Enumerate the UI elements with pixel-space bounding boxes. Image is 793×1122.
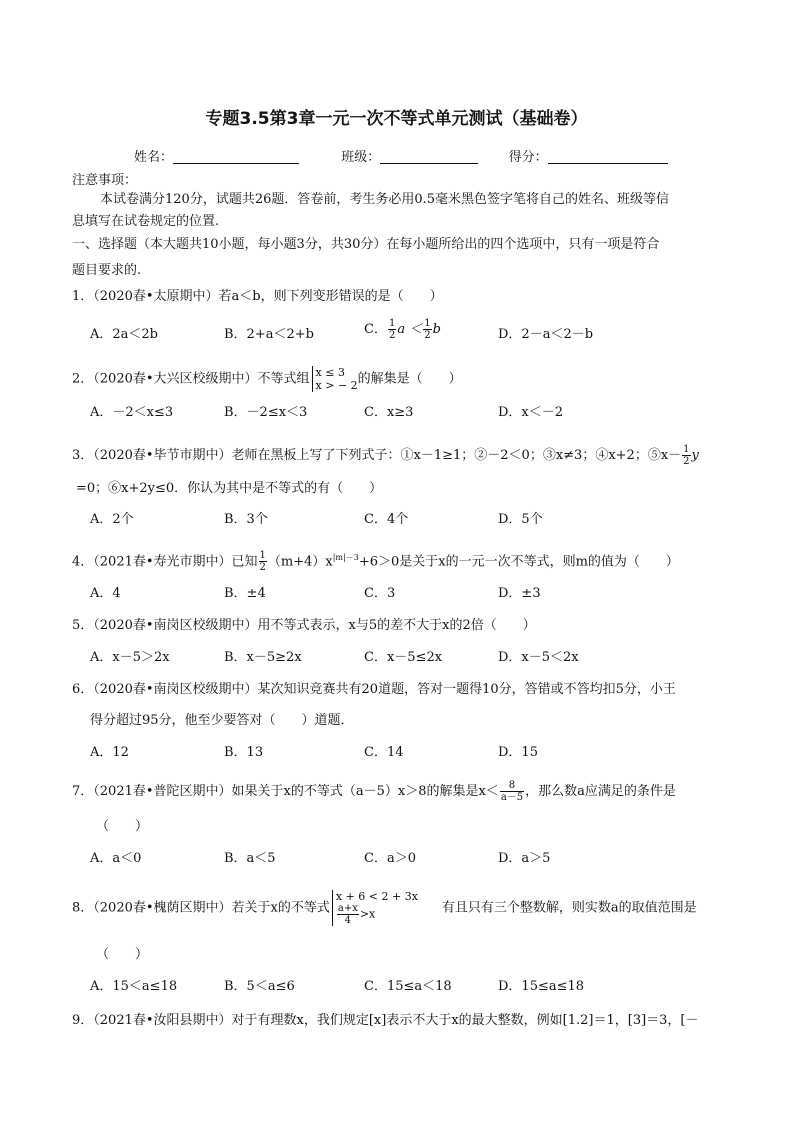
fraction-half-q3: $\frac{1}{2}$ [683, 444, 690, 467]
q6-option-b: B．13 [224, 745, 264, 760]
q1-option-c: C． $\frac{1}{2}$ a ＜ $\frac{1}{2}$ b [364, 318, 441, 341]
question-5-stem: 5．（2020春•南岗区校级期中）用不等式表示，x与5的差不大于x的2倍（ ） [72, 618, 536, 633]
q6-option-d: D．15 [498, 745, 538, 760]
question-7-stem-2: （ ） [96, 819, 149, 834]
q6-option-c: C．14 [364, 745, 404, 760]
section-heading-1: 一、选择题（本大题共10小题，每小题3分，共30分）在每小题所给出的四个选项中，只有一项是符合 [72, 237, 660, 252]
question-6-stem: 6．（2020春•南岗区校级期中）某次知识竞赛共有20道题，答对一题得10分，答错或不答均扣5分，小王 [72, 682, 676, 697]
q8-option-b: B．5＜a≤6 [224, 979, 295, 994]
section-heading-2: 题目要求的. [72, 263, 142, 278]
q1-option-c-label: C． [364, 322, 387, 337]
q3-option-c: C．4个 [364, 512, 409, 527]
q2-option-d: D．x＜－2 [498, 405, 564, 420]
fraction-half-q4: $\frac{1}{2}$ [259, 550, 266, 574]
q5-option-c: C．x－5≤2x [364, 650, 443, 665]
question-3-stem-2: =0；⑥x+2y≤0．你认为其中是不等式的有（ ） [76, 481, 383, 496]
question-4-stem: 4．（2021春•寿光市期中）已知 $\frac{1}{2}$ $(m+4)x^{|m|-3}+6>0$是关于x的一元一次不等式，则m的值为（ ） [72, 550, 679, 574]
q4-option-a: A．4 [90, 586, 121, 601]
fraction-half: $\frac{1}{2}$ [388, 318, 396, 341]
name-label: 姓名： [134, 150, 174, 165]
question-7-stem: 7．（2021春•普陀区期中）如果关于x的不等式（a－5）x＞8的解集是x＜ $\frac{8}{a-5}$ ，那么数a应满足的条件是 [72, 780, 676, 803]
inequality-system-q8: x + 6 < 2 + 3x $\frac{a+x}{4}$ >x [332, 890, 418, 926]
inequality-system: x ≤ 3 x > − 2 [312, 366, 358, 392]
q1-option-a: A．2a＜2b [90, 327, 159, 342]
question-1-stem: 1．（2020春•太原期中）若a＜b，则下列变形错误的是（ ） [72, 289, 443, 304]
q7-option-d: D．a＞5 [498, 851, 551, 866]
score-field[interactable] [548, 149, 668, 164]
fraction-8-over-a-5: $\frac{8}{a-5}$ [500, 780, 524, 803]
student-info-row [134, 146, 668, 165]
question-6-stem-2: 得分超过95分，他至少要答对（ ）道题． [90, 713, 354, 728]
q4-option-c: C．3 [364, 586, 396, 601]
q2-option-c: C．x≥3 [364, 405, 414, 420]
q1-option-d: D．2－a＜2－b [498, 327, 594, 342]
fraction-half-2: $\frac{1}{2}$ [424, 318, 431, 341]
notice-line-2: 息填写在试卷规定的位置. [72, 214, 220, 229]
notice-line-1: 本试卷满分120分，试题共26题．答卷前，考生务必用0.5毫米黑色签字笔将自己的姓名、班级等信 [100, 192, 670, 207]
q5-option-d: D．x－5＜2x [498, 650, 579, 665]
question-8-stem: 8．（2020春•槐荫区期中）若关于x的不等式 x + 6 < 2 + 3x $\frac{a+x}{4}$ >x 有且只有三个整数解，则实数a的取值范围是 [72, 890, 697, 926]
class-field[interactable] [380, 149, 478, 164]
q3-option-a: A．2个 [90, 512, 134, 527]
q8-option-d: D．15≤a≤18 [498, 979, 585, 994]
q6-option-a: A．12 [90, 745, 129, 760]
q4-option-d: D．±3 [498, 586, 541, 601]
question-9-stem: 9．（2021春•汝阳县期中）对于有理数x，我们规定[x]表示不大于x的最大整数，例如[1.2]＝1，[3]＝3，[－ [72, 1013, 699, 1028]
q2-option-b: B．－2≤x＜3 [224, 405, 308, 420]
question-8-stem-2: （ ） [96, 947, 149, 962]
q5-option-a: A．x－5＞2x [90, 650, 170, 665]
score-label: 得分： [508, 150, 548, 165]
q7-option-a: A．a＜0 [90, 851, 142, 866]
notice-heading: 注意事项： [72, 173, 138, 188]
q3-option-b: B．3个 [224, 512, 268, 527]
question-2-stem: 2．（2020春•大兴区校级期中）不等式组 x ≤ 3 x > − 2 的解集是（ ） [72, 366, 462, 392]
q7-option-b: B．a＜5 [224, 851, 276, 866]
q7-option-c: C．a＞0 [364, 851, 416, 866]
q2-option-a: A．－2＜x≤3 [90, 405, 174, 420]
q3-option-d: D．5个 [498, 512, 543, 527]
q4-option-b: B．±4 [224, 586, 266, 601]
q1-option-b: B．2+a＜2+b [224, 327, 314, 342]
class-label: 班级： [341, 150, 381, 165]
q8-option-a: A．15＜a≤18 [90, 979, 178, 994]
q8-option-c: C．15≤a＜18 [364, 979, 452, 994]
q5-option-b: B．x－5≥2x [224, 650, 302, 665]
question-3-stem: 3．（2020春•毕节市期中）老师在黑板上写了下列式子：①x－1≥1；②－2＜0；③x≠3；④x+2；⑤x－ $\frac{1}{2}$ y [72, 444, 699, 467]
name-field[interactable] [173, 149, 299, 164]
page-title: 专题3.5第3章一元一次不等式单元测试（基础卷） [205, 109, 588, 129]
